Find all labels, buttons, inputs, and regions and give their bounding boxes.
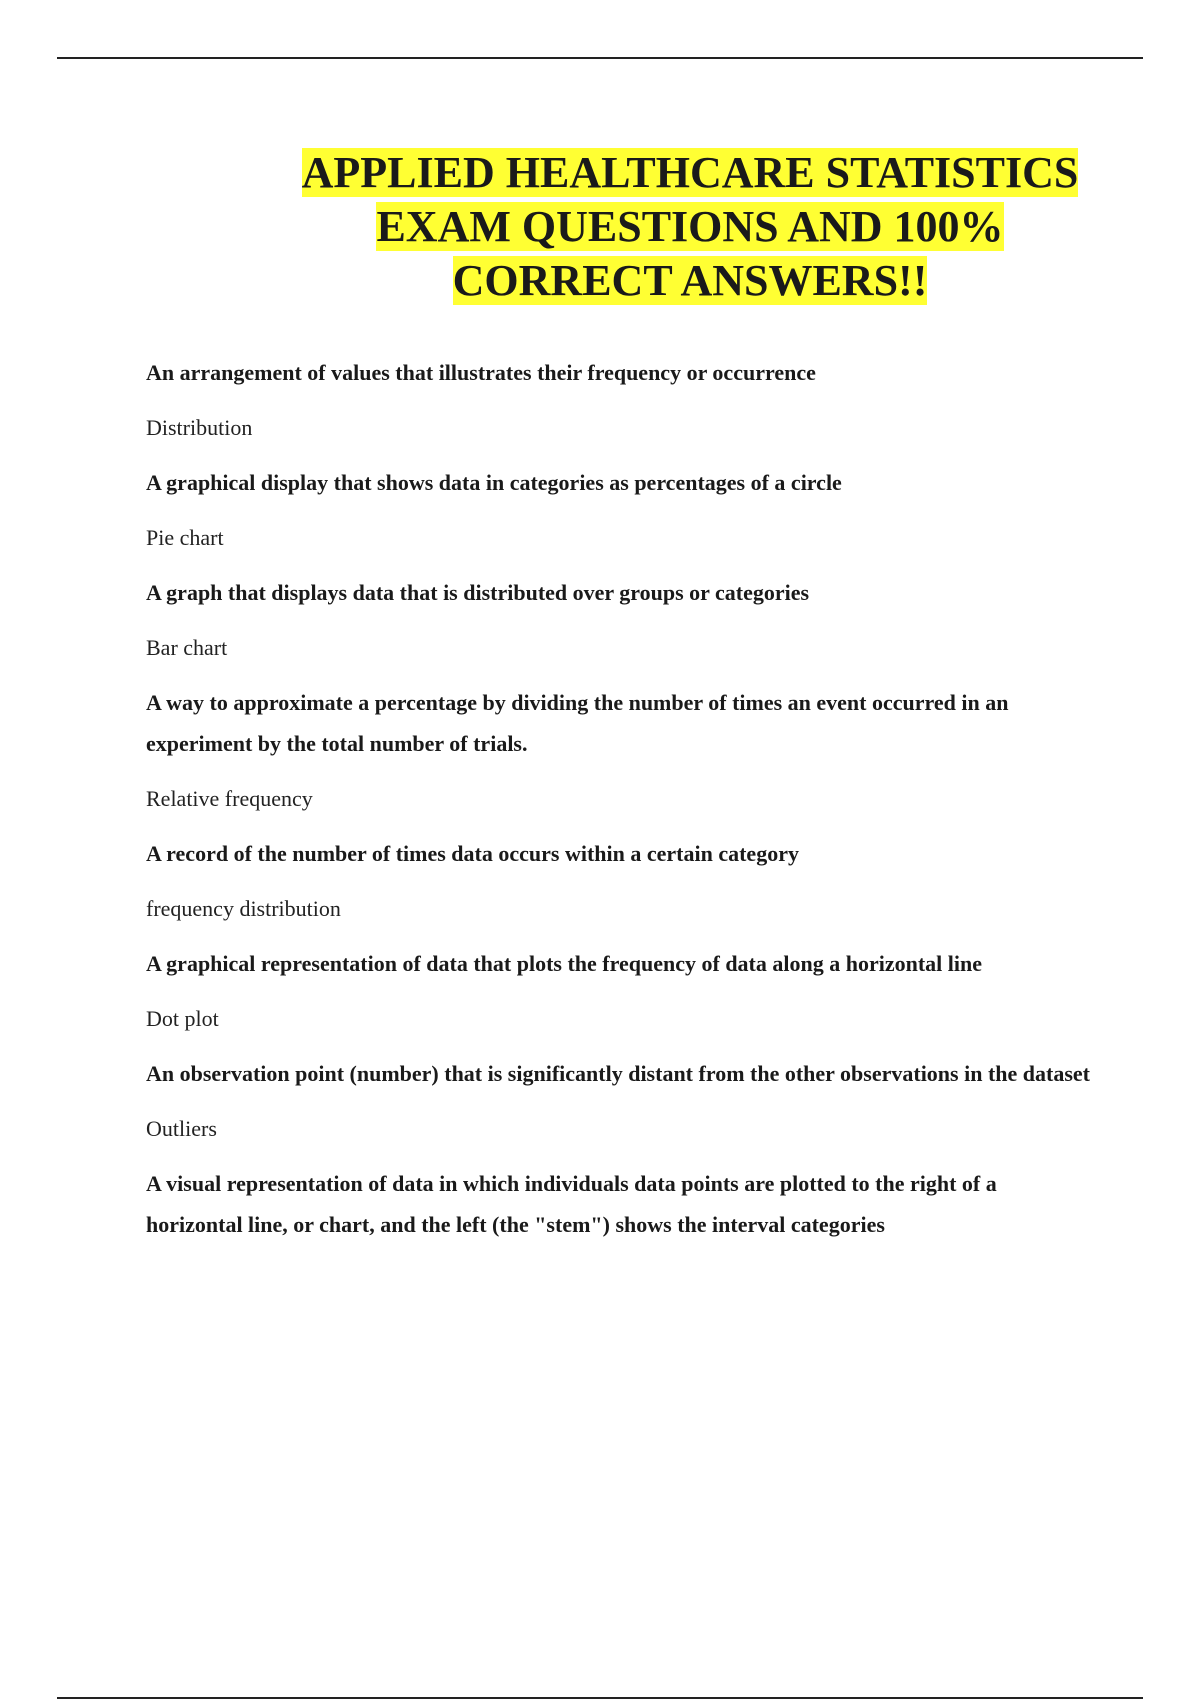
title-line-2: EXAM QUESTIONS AND 100% (376, 202, 1004, 251)
answer-6: Dot plot (146, 1006, 219, 1031)
question-8: A visual representation of data in which individuals data points are plotted to the right of a horizontal line, or chart, and the left (the "stem") shows the interval categories (146, 1171, 997, 1237)
document-title (240, 146, 1140, 308)
question-7: An observation point (number) that is significantly distant from the other observations in the dataset (146, 1061, 1090, 1086)
title-line-1: APPLIED HEALTHCARE STATISTICS (301, 148, 1079, 197)
answer-3: Bar chart (146, 635, 228, 660)
question-2: A graphical display that shows data in categories as percentages of a circle (146, 470, 842, 495)
top-rule (57, 57, 1143, 59)
question-1: An arrangement of values that illustrates their frequency or occurrence (146, 360, 816, 385)
answer-4: Relative frequency (146, 786, 313, 811)
question-6: A graphical representation of data that plots the frequency of data along a horizontal line (146, 951, 982, 976)
question-4: A way to approximate a percentage by dividing the number of times an event occurred in an experiment by the total number of trials. (146, 690, 1009, 756)
question-answer-list (146, 352, 1096, 1245)
question-3: A graph that displays data that is distributed over groups or categories (146, 580, 810, 605)
answer-2: Pie chart (146, 525, 224, 550)
bottom-rule (57, 1697, 1143, 1699)
answer-1: Distribution (146, 415, 253, 440)
title-line-3: CORRECT ANSWERS!! (452, 256, 928, 305)
answer-7: Outliers (146, 1116, 217, 1141)
question-5: A record of the number of times data occurs within a certain category (146, 841, 799, 866)
answer-5: frequency distribution (146, 896, 341, 921)
